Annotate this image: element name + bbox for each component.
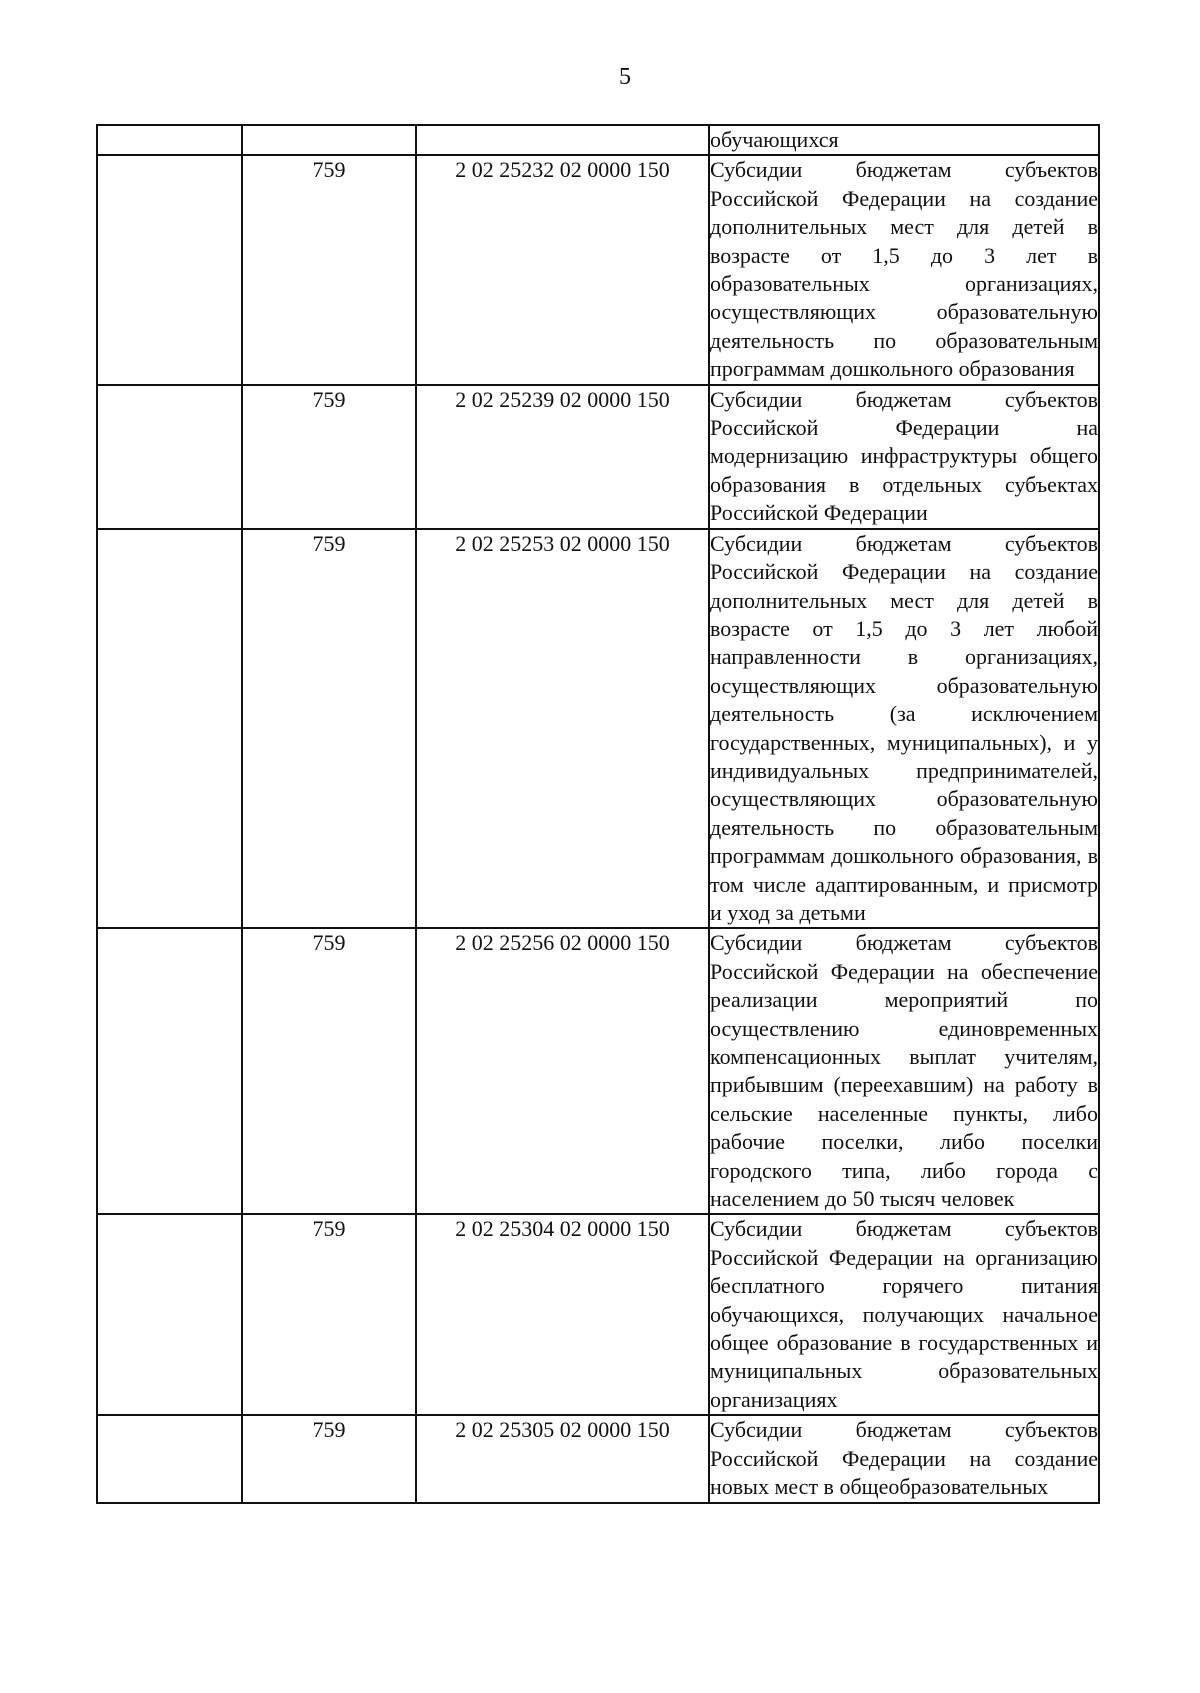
admin-code-cell: 759 bbox=[242, 155, 416, 384]
revenue-name-cell bbox=[709, 1214, 1099, 1415]
table-row bbox=[97, 529, 1099, 929]
table-row bbox=[97, 1415, 1099, 1502]
revenue-name-cell bbox=[709, 928, 1099, 1214]
revenue-name-text: Субсидии бюджетам субъектов Российской Федерации на обеспечение реализации мероприятий по осуществлению единовременных компенсационных выплат учителям, прибывшим (переехавшим) на работу в сельские населенные пункты, либо рабочие поселки, либо поселки городского типа, либо города с населением до 50 тысяч человек bbox=[710, 930, 1098, 1212]
kbk-code-cell: 2 02 25239 02 0000 150 bbox=[416, 385, 709, 529]
table-row bbox=[97, 928, 1099, 1214]
empty-cell bbox=[97, 385, 242, 529]
kbk-code-cell bbox=[416, 125, 709, 155]
revenue-name-text: Субсидии бюджетам субъектов Российской Федерации на организацию бесплатного горячего питания обучающихся, получающих начальное общее образование в государственных и муниципальных образовательных организациях bbox=[710, 1216, 1098, 1412]
empty-cell bbox=[97, 1415, 242, 1502]
admin-code-cell: 759 bbox=[242, 928, 416, 1214]
kbk-code-cell: 2 02 25253 02 0000 150 bbox=[416, 529, 709, 929]
kbk-code-cell: 2 02 25256 02 0000 150 bbox=[416, 928, 709, 1214]
admin-code-cell: 759 bbox=[242, 1415, 416, 1502]
empty-cell bbox=[97, 155, 242, 384]
revenue-name-cell bbox=[709, 155, 1099, 384]
revenue-name-text: Субсидии бюджетам субъектов Российской Федерации на создание дополнительных мест для детей в возрасте от 1,5 до 3 лет любой направленности в организациях, осуществляющих образовательную деятельность (за исключением государственных, муниципальных), и у индивидуальных предпринимателей, осуществляющих образовательную деятельность по образовательным программам дошкольного образования, в том числе адаптированным, и присмотр и уход за детьми bbox=[710, 530, 1098, 925]
revenue-name-cell bbox=[709, 125, 1099, 155]
table-row bbox=[97, 155, 1099, 384]
kbk-code-cell: 2 02 25305 02 0000 150 bbox=[416, 1415, 709, 1502]
revenue-name-cell bbox=[709, 385, 1099, 529]
revenue-name-text: Субсидии бюджетам субъектов Российской Федерации на создание новых мест в общеобразовательных bbox=[710, 1417, 1098, 1500]
budget-classification-table bbox=[96, 124, 1100, 1504]
admin-code-cell: 759 bbox=[242, 1214, 416, 1415]
revenue-name-text: Субсидии бюджетам субъектов Российской Федерации на создание дополнительных мест для детей в возрасте от 1,5 до 3 лет в образовательных организациях, осуществляющих образовательную деятельность по образовательным программам дошкольного образования bbox=[710, 157, 1098, 382]
kbk-code-cell: 2 02 25232 02 0000 150 bbox=[416, 155, 709, 384]
table-row bbox=[97, 1214, 1099, 1415]
empty-cell bbox=[97, 529, 242, 929]
kbk-code-cell: 2 02 25304 02 0000 150 bbox=[416, 1214, 709, 1415]
table-row bbox=[97, 385, 1099, 529]
empty-cell bbox=[97, 125, 242, 155]
revenue-name-cell bbox=[709, 529, 1099, 929]
empty-cell bbox=[97, 928, 242, 1214]
revenue-name-text: Субсидии бюджетам субъектов Российской Федерации на модернизацию инфраструктуры общего образования в отдельных субъектах Российской Федерации bbox=[710, 386, 1098, 526]
revenue-name-cell bbox=[709, 1415, 1099, 1502]
admin-code-cell: 759 bbox=[242, 529, 416, 929]
admin-code-cell: 759 bbox=[242, 385, 416, 529]
revenue-name-text: обучающихся bbox=[710, 127, 839, 152]
page-number: 5 bbox=[619, 64, 631, 90]
table-row bbox=[97, 125, 1099, 155]
empty-cell bbox=[97, 1214, 242, 1415]
admin-code-cell bbox=[242, 125, 416, 155]
